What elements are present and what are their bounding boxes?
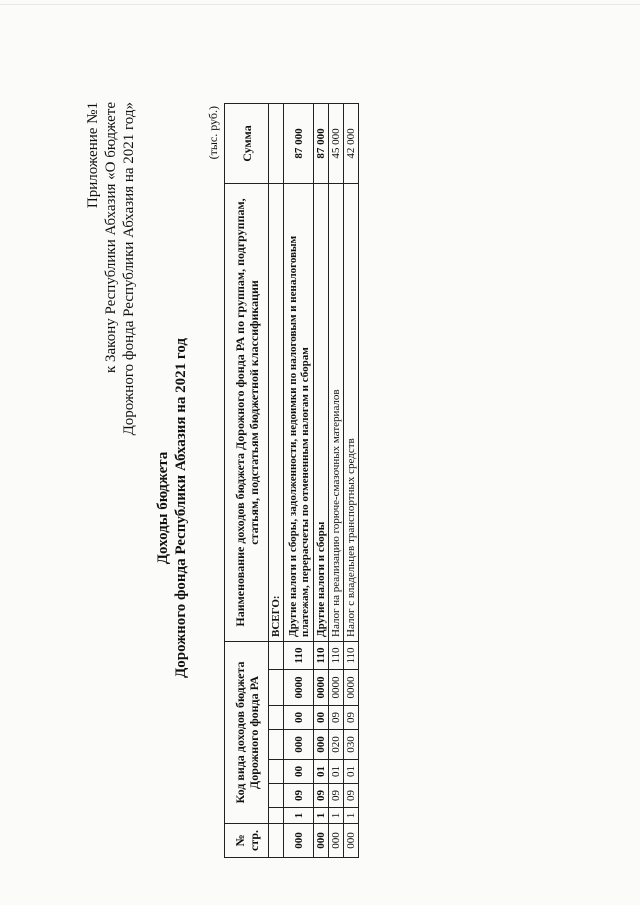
appendix-law-line: к Закону Республики Абхазия «О бюджете bbox=[103, 102, 119, 374]
appendix-number: Приложение №1 bbox=[85, 102, 101, 209]
cell-code-1: 1 bbox=[284, 808, 314, 824]
cell-code-4: 000 bbox=[314, 730, 329, 760]
cell-num: 000 bbox=[284, 824, 314, 858]
cell-code-7: 110 bbox=[329, 641, 344, 669]
cell-code-7 bbox=[269, 641, 284, 669]
appendix-header bbox=[84, 102, 138, 622]
cell-name: ВСЕГО: bbox=[269, 183, 284, 641]
cell-code-7: 110 bbox=[284, 641, 314, 669]
cell-code-3: 01 bbox=[329, 760, 344, 784]
cell-sum: 87 000 bbox=[314, 103, 329, 183]
title-line-1: Доходы бюджета bbox=[155, 451, 171, 565]
cell-code-2: 09 bbox=[329, 784, 344, 808]
cell-name: Налог на реализацию горюче-смазочных материалов bbox=[329, 183, 344, 641]
table-row bbox=[269, 103, 284, 857]
table-body bbox=[269, 103, 359, 857]
appendix-fund-line: Дорожного фонда Республики Абхазия на 2021 год» bbox=[121, 102, 137, 436]
cell-code-7: 110 bbox=[344, 641, 359, 669]
cell-code-5: 00 bbox=[284, 706, 314, 730]
cell-code-3 bbox=[269, 760, 284, 784]
cell-code-5: 00 bbox=[314, 706, 329, 730]
cell-name: Другие налоги и сборы bbox=[314, 183, 329, 641]
cell-code-4: 020 bbox=[329, 730, 344, 760]
cell-code-6: 0000 bbox=[329, 670, 344, 706]
cell-sum: 87 000 bbox=[284, 103, 314, 183]
header-name: Наименование доходов бюджета Дорожного фонда РА по группам, подгруппам, статьям, подстатьям бюджетной классификации bbox=[225, 183, 269, 641]
cell-code-4 bbox=[269, 730, 284, 760]
revenue-table bbox=[224, 103, 359, 858]
cell-code-7: 110 bbox=[314, 641, 329, 669]
cell-name: Налог с владельцев транспортных средств bbox=[344, 183, 359, 641]
document-title bbox=[154, 158, 190, 858]
table-row bbox=[329, 103, 344, 857]
table-row bbox=[314, 103, 329, 857]
scan-edge bbox=[0, 4, 640, 5]
cell-code-2: 09 bbox=[344, 784, 359, 808]
header-num: № стр. bbox=[225, 824, 269, 858]
cell-code-2 bbox=[269, 784, 284, 808]
cell-code-5: 09 bbox=[344, 706, 359, 730]
table-row bbox=[284, 103, 314, 857]
cell-code-4: 000 bbox=[284, 730, 314, 760]
cell-code-6 bbox=[269, 670, 284, 706]
cell-code-1: 1 bbox=[344, 808, 359, 824]
cell-num: 000 bbox=[314, 824, 329, 858]
cell-code-3: 01 bbox=[314, 760, 329, 784]
cell-code-3: 00 bbox=[284, 760, 314, 784]
cell-code-1 bbox=[269, 808, 284, 824]
cell-code-5 bbox=[269, 706, 284, 730]
cell-code-3: 01 bbox=[344, 760, 359, 784]
cell-code-1: 1 bbox=[329, 808, 344, 824]
units-label: (тыс. руб.) bbox=[206, 106, 220, 160]
rotated-content bbox=[50, 68, 640, 858]
cell-code-2: 09 bbox=[314, 784, 329, 808]
title-line-2: Дорожного фонда Республики Абхазия на 2021 год bbox=[173, 337, 189, 679]
table-header-row bbox=[225, 103, 269, 857]
cell-code-6: 0000 bbox=[284, 670, 314, 706]
cell-sum: 42 000 bbox=[344, 103, 359, 183]
cell-code-4: 030 bbox=[344, 730, 359, 760]
cell-sum: 45 000 bbox=[329, 103, 344, 183]
cell-code-2: 09 bbox=[284, 784, 314, 808]
header-code: Код вида доходов бюджета Дорожного фонда РА bbox=[225, 641, 269, 823]
cell-num bbox=[269, 824, 284, 858]
cell-sum bbox=[269, 103, 284, 183]
cell-code-6: 0000 bbox=[344, 670, 359, 706]
cell-code-6: 0000 bbox=[314, 670, 329, 706]
cell-name: Другие налоги и сборы, задолженности, недоимки по налоговым и неналоговым платежам, перерасчеты по отмененным налогам и сборам bbox=[284, 183, 314, 641]
cell-code-1: 1 bbox=[314, 808, 329, 824]
header-sum: Сумма bbox=[225, 103, 269, 183]
table-row bbox=[344, 103, 359, 857]
cell-code-5: 09 bbox=[329, 706, 344, 730]
cell-num: 000 bbox=[329, 824, 344, 858]
cell-num: 000 bbox=[344, 824, 359, 858]
